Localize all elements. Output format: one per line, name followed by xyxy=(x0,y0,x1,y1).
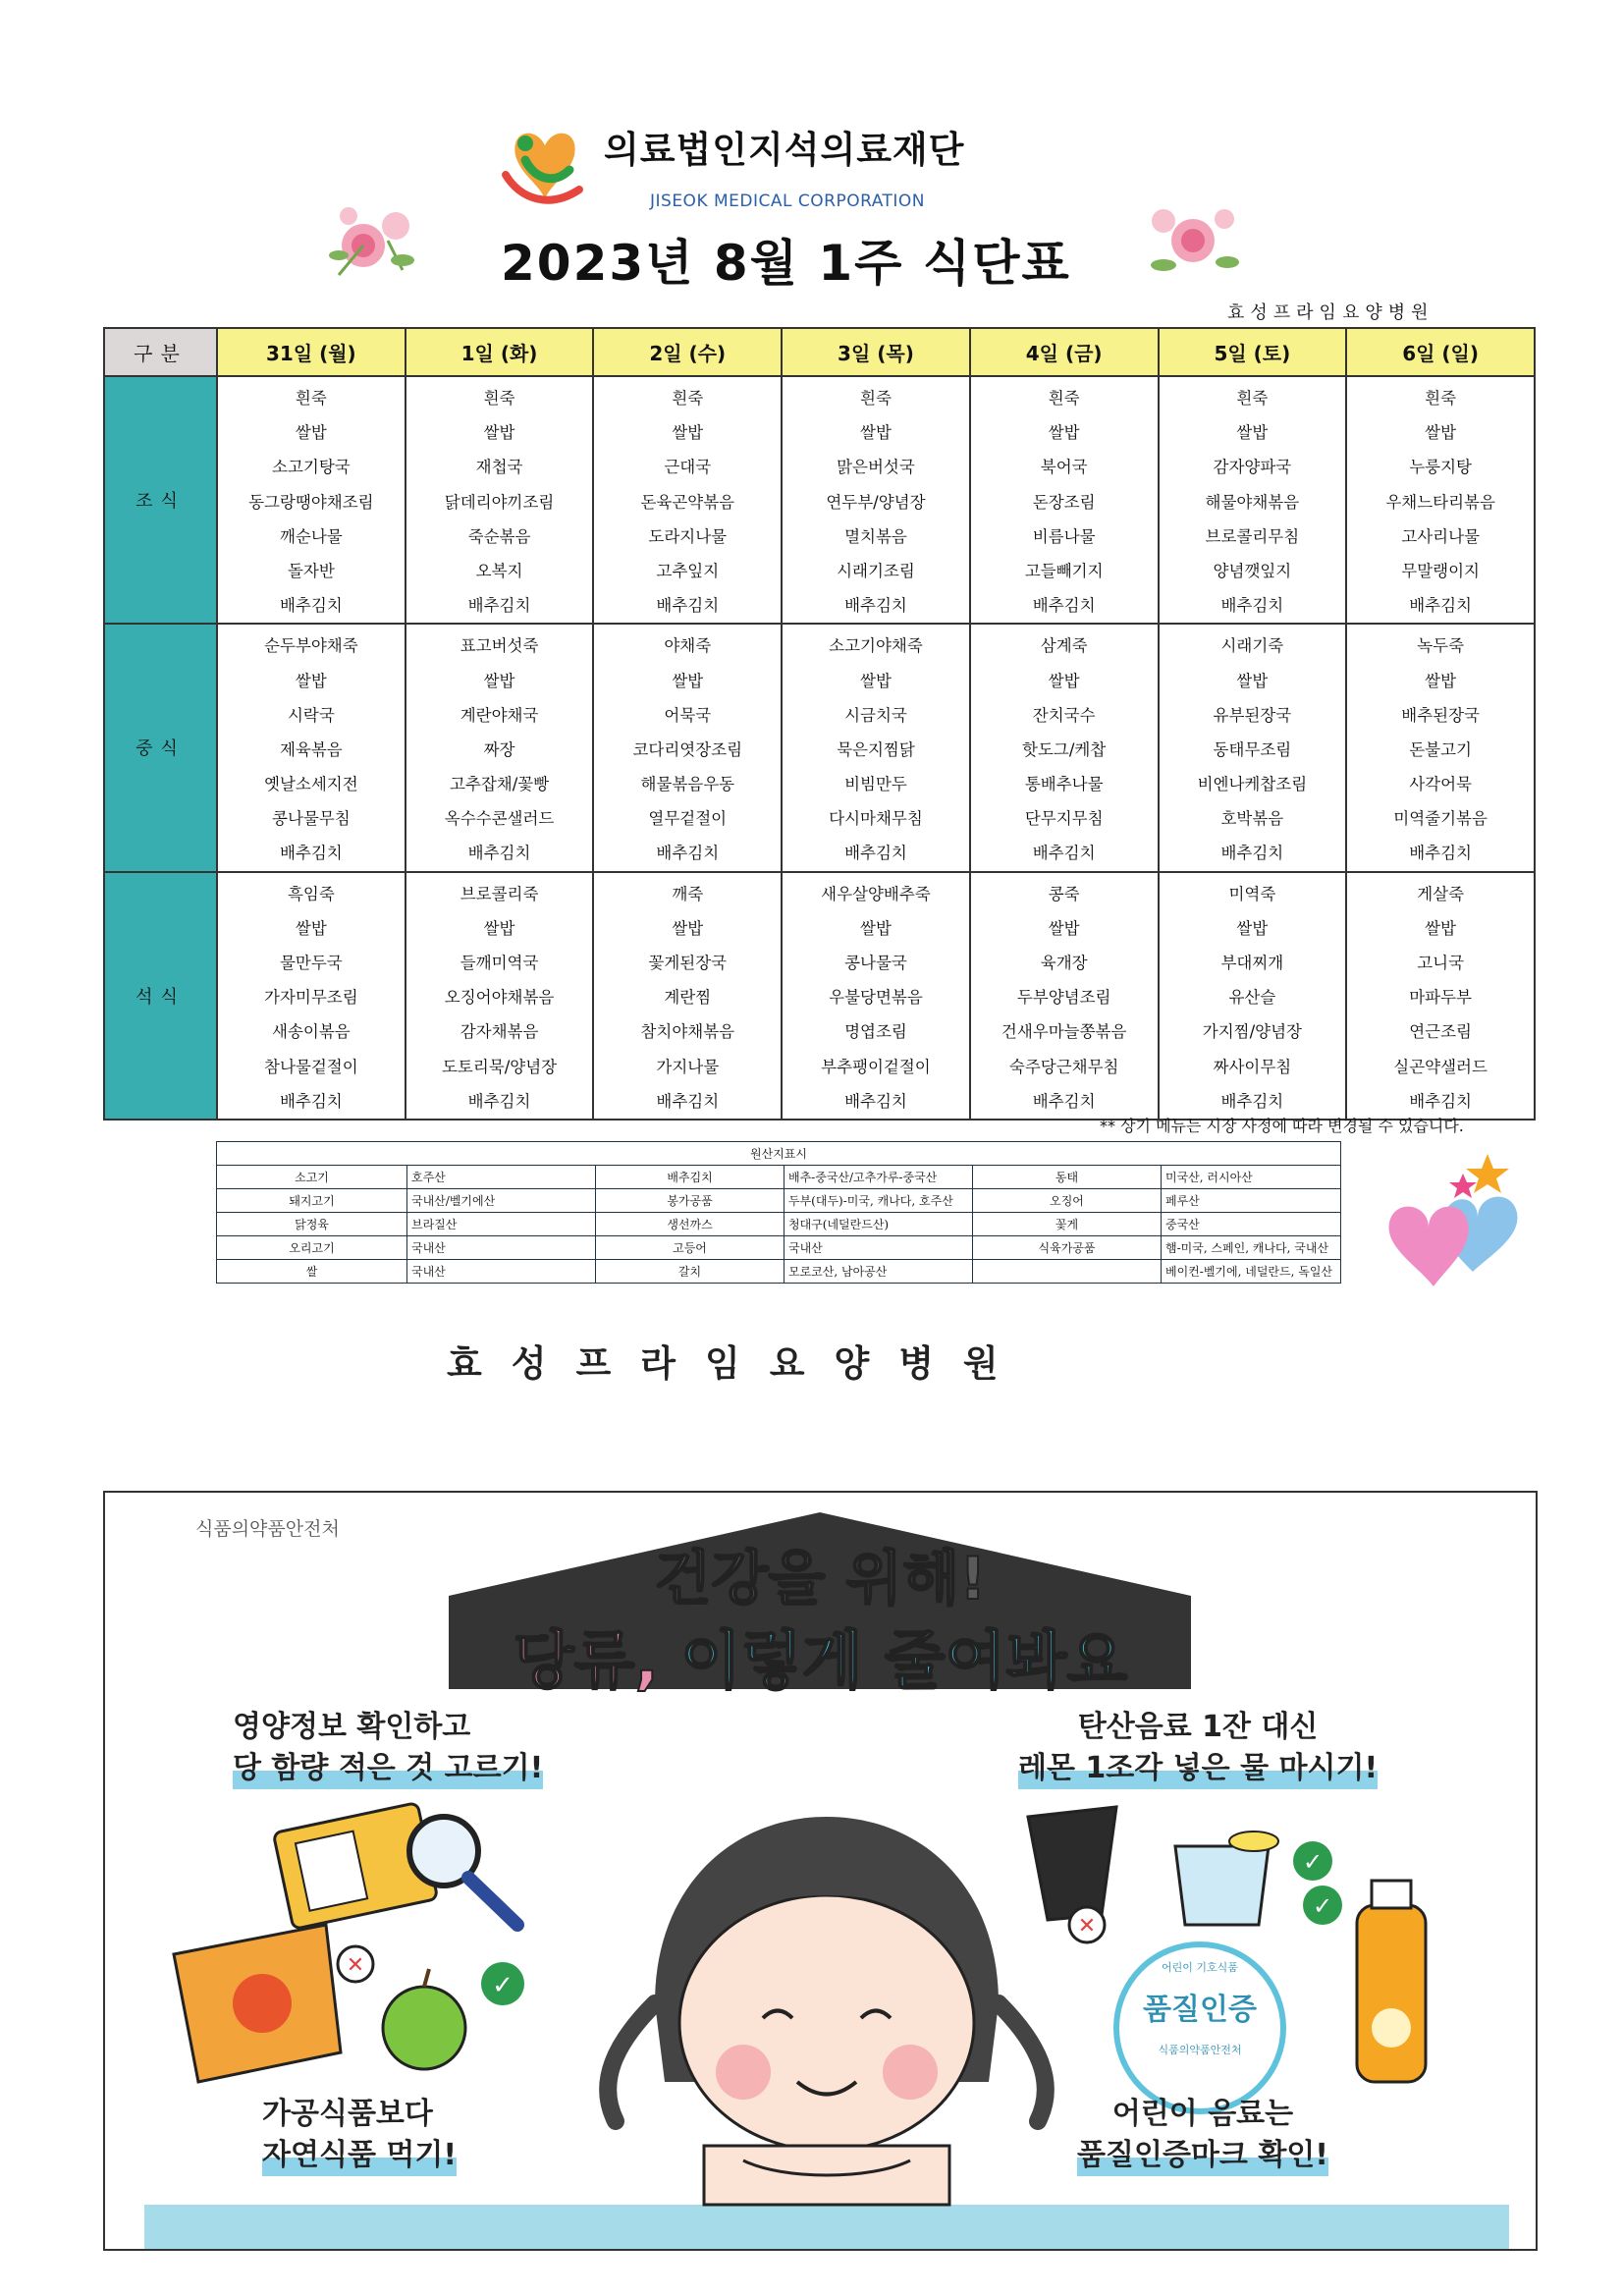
menu-item: 열무겉절이 xyxy=(648,809,728,829)
day-header: 5일 (토) xyxy=(1159,328,1347,376)
menu-item: 배추김치 xyxy=(1220,596,1284,616)
origin-country: 국내산/벨기에산 xyxy=(407,1189,596,1213)
menu-item: 근대국 xyxy=(664,458,712,477)
menu-item: 삼계죽 xyxy=(1040,636,1088,656)
day-header: 4일 (금) xyxy=(970,328,1159,376)
menu-item: 미역줄기볶음 xyxy=(1393,809,1488,829)
tip-quality-mark: 어린이 음료는 품질인증마크 확인! xyxy=(1077,2094,1328,2176)
origin-item: 갈치 xyxy=(596,1260,784,1284)
origin-item xyxy=(973,1260,1162,1284)
menu-cell xyxy=(970,624,1159,871)
menu-item: 가지찜/양념장 xyxy=(1202,1022,1302,1042)
origin-country: 청대구(네덜란드산) xyxy=(784,1213,973,1236)
menu-item: 쌀밥 xyxy=(1425,671,1457,690)
menu-item: 흑임죽 xyxy=(287,884,335,903)
menu-item: 시래기죽 xyxy=(1220,636,1284,656)
menu-item: 재첩국 xyxy=(475,458,523,477)
menu-change-notice: ** 상기 메뉴는 시장 사정에 따라 변경될 수 있습니다. xyxy=(1100,1117,1464,1135)
menu-item: 고들빼기지 xyxy=(1024,561,1104,580)
menu-item: 고사리나물 xyxy=(1401,526,1480,546)
day-header: 2일 (수) xyxy=(593,328,782,376)
poster-subheadline xyxy=(105,1611,1536,1701)
menu-item: 짜사이무침 xyxy=(1213,1057,1292,1076)
sugar-reduction-poster xyxy=(103,1491,1538,2251)
origin-country: 모로코산, 남아공산 xyxy=(784,1260,973,1284)
quality-badge: 어린이 기호식품 품질인증 식품의약품안전처 xyxy=(1143,1961,1257,2056)
menu-item: 배추김치 xyxy=(1220,844,1284,863)
menu-item: 물만두국 xyxy=(279,954,343,972)
menu-item: 호박볶음 xyxy=(1220,809,1284,829)
menu-item: 짜장 xyxy=(483,739,515,759)
menu-item: 닭데리야끼조림 xyxy=(444,492,555,512)
menu-cell xyxy=(1159,872,1347,1120)
menu-item: 깨순나물 xyxy=(279,526,343,546)
menu-item: 명엽조림 xyxy=(844,1022,907,1042)
menu-item: 멸치볶음 xyxy=(844,526,907,546)
menu-item: 북어국 xyxy=(1040,458,1088,477)
flower-decoration-icon xyxy=(1134,182,1252,300)
hearts-decoration-icon xyxy=(1365,1149,1532,1306)
menu-item: 묵은지찜닭 xyxy=(837,739,915,759)
origin-row xyxy=(217,1213,1341,1236)
menu-item: 배추김치 xyxy=(467,596,531,616)
menu-item: 깨죽 xyxy=(672,884,704,903)
svg-text:✕: ✕ xyxy=(1077,1914,1097,1939)
menu-item: 무말랭이지 xyxy=(1401,561,1480,580)
menu-cell xyxy=(1346,376,1535,624)
menu-item: 감자채볶음 xyxy=(460,1022,539,1042)
origin-item: 쌀 xyxy=(217,1260,407,1284)
menu-item: 오복지 xyxy=(475,561,523,580)
origin-item: 소고기 xyxy=(217,1166,407,1189)
menu-item: 잔치국수 xyxy=(1032,705,1096,725)
menu-item: 쌀밥 xyxy=(1236,423,1269,443)
headline-part-sugar: 당류, xyxy=(513,1625,681,1698)
menu-item: 쌀밥 xyxy=(860,918,892,938)
origin-table xyxy=(216,1141,1341,1284)
origin-item: 배추김치 xyxy=(596,1166,784,1189)
menu-item: 돈불고기 xyxy=(1409,739,1472,759)
menu-item: 배추김치 xyxy=(656,596,720,616)
origin-country: 햄-미국, 스페인, 캐나다, 국내산 xyxy=(1162,1236,1341,1260)
origin-item: 고등어 xyxy=(596,1236,784,1260)
origin-item: 꽃게 xyxy=(973,1213,1162,1236)
menu-item: 흰죽 xyxy=(1236,389,1269,408)
hospital-name-small: 효성프라임요양병원 xyxy=(1227,302,1434,323)
menu-item: 콩죽 xyxy=(1048,884,1080,903)
origin-country: 국내산 xyxy=(407,1236,596,1260)
menu-item: 옥수수콘샐러드 xyxy=(444,809,555,829)
menu-item: 배추김치 xyxy=(1409,596,1472,616)
menu-item: 돈육곤약볶음 xyxy=(640,492,735,512)
origin-country: 베이컨-벨기에, 네덜란드, 독일산 xyxy=(1162,1260,1341,1284)
menu-item: 연근조림 xyxy=(1409,1022,1472,1042)
menu-item: 배추김치 xyxy=(1220,1091,1284,1111)
menu-item: 쌀밥 xyxy=(860,423,892,443)
flower-decoration-icon xyxy=(319,182,437,300)
menu-item: 쌀밥 xyxy=(295,671,327,690)
menu-item: 쌀밥 xyxy=(672,918,704,938)
menu-item: 배추김치 xyxy=(467,844,531,863)
menu-item: 참치야채볶음 xyxy=(640,1022,735,1042)
tip-nutrition-label: 영양정보 확인하고 당 함량 적은 것 고르기! xyxy=(233,1707,543,1789)
menu-item: 가자미무조림 xyxy=(264,988,358,1008)
menu-item: 시락국 xyxy=(287,705,335,725)
menu-item: 어묵국 xyxy=(664,705,712,725)
menu-item: 배추김치 xyxy=(467,1091,531,1111)
day-header: 31일 (월) xyxy=(217,328,406,376)
menu-item: 쌀밥 xyxy=(672,671,704,690)
menu-item: 콩나물국 xyxy=(844,954,907,972)
menu-item: 도라지나물 xyxy=(648,526,728,546)
origin-country: 중국산 xyxy=(1162,1213,1341,1236)
menu-item: 죽순볶음 xyxy=(467,526,531,546)
menu-cell xyxy=(1159,624,1347,871)
menu-item: 흰죽 xyxy=(295,389,327,408)
origin-row xyxy=(217,1260,1341,1284)
menu-cell xyxy=(782,376,970,624)
gubun-header: 구분 xyxy=(104,328,217,376)
menu-item: 건새우마늘쫑볶음 xyxy=(1001,1022,1127,1042)
menu-item: 시래기조림 xyxy=(837,561,915,580)
menu-item: 쌀밥 xyxy=(295,423,327,443)
jiseok-logo xyxy=(496,116,594,214)
menu-item: 쌀밥 xyxy=(295,918,327,938)
menu-item: 다시마채무침 xyxy=(829,809,923,829)
menu-item: 흰죽 xyxy=(860,389,892,408)
menu-item: 새송이볶음 xyxy=(272,1022,351,1042)
menu-item: 누룽지탕 xyxy=(1409,458,1472,477)
menu-item: 배추김치 xyxy=(844,1091,907,1111)
menu-item: 쌀밥 xyxy=(483,918,515,938)
menu-item: 순두부야채죽 xyxy=(264,636,358,656)
menu-item: 흰죽 xyxy=(1425,389,1457,408)
origin-country: 국내산 xyxy=(784,1236,973,1260)
menu-cell xyxy=(217,376,406,624)
menu-cell xyxy=(593,624,782,871)
menu-item: 배추김치 xyxy=(1409,844,1472,863)
origin-item: 오리고기 xyxy=(217,1236,407,1260)
meal-label: 조식 xyxy=(104,376,217,624)
menu-item: 쌀밥 xyxy=(1048,918,1080,938)
origin-country: 국내산 xyxy=(407,1260,596,1284)
menu-item: 가지나물 xyxy=(656,1057,720,1076)
menu-item: 비름나물 xyxy=(1032,526,1096,546)
origin-country: 배추-중국산/고추가루-중국산 xyxy=(784,1166,973,1189)
menu-item: 배추김치 xyxy=(844,596,907,616)
origin-country: 호주산 xyxy=(407,1166,596,1189)
menu-item: 쌀밥 xyxy=(1236,918,1269,938)
menu-item: 쌀밥 xyxy=(1048,671,1080,690)
menu-item: 단무지무침 xyxy=(1024,809,1104,829)
menu-item: 부추팽이겉절이 xyxy=(821,1057,931,1076)
menu-item: 동그랑땡야채조림 xyxy=(248,492,374,512)
tip-natural-food: 가공식품보다 자연식품 먹기! xyxy=(262,2094,457,2176)
menu-item: 콩나물무침 xyxy=(272,809,351,829)
origin-row xyxy=(217,1166,1341,1189)
menu-item: 실곤약샐러드 xyxy=(1393,1057,1488,1076)
menu-item: 우채느타리볶음 xyxy=(1385,492,1495,512)
menu-item: 육개장 xyxy=(1040,954,1088,972)
svg-text:✓: ✓ xyxy=(1302,1848,1324,1876)
menu-item: 감자양파국 xyxy=(1213,458,1292,477)
menu-item: 오징어야채볶음 xyxy=(444,988,555,1008)
menu-item: 숙주당근채무침 xyxy=(1008,1057,1119,1076)
menu-item: 연두부/양념장 xyxy=(826,492,926,512)
menu-item: 쌀밥 xyxy=(1236,671,1269,690)
menu-item: 브로콜리무침 xyxy=(1205,526,1300,546)
menu-header-row xyxy=(104,328,1535,376)
agency-name: 식품의약품안전처 xyxy=(195,1518,340,1540)
origin-country: 두부(대두)-미국, 캐나다, 호주산 xyxy=(784,1189,973,1213)
menu-item: 돌자반 xyxy=(287,561,335,580)
menu-item: 들깨미역국 xyxy=(460,954,539,972)
menu-item: 유부된장국 xyxy=(1213,705,1292,725)
meal-row xyxy=(104,624,1535,871)
org-name-korean: 의료법인지석의료재단 xyxy=(604,129,965,171)
menu-item: 배추김치 xyxy=(1032,844,1096,863)
menu-item: 마파두부 xyxy=(1409,988,1472,1008)
origin-row xyxy=(217,1189,1341,1213)
menu-item: 배추김치 xyxy=(844,844,907,863)
origin-country: 미국산, 러시아산 xyxy=(1162,1166,1341,1189)
origin-item: 식육가공품 xyxy=(973,1236,1162,1260)
headline-part-reduce: 이렇게 줄여봐요 xyxy=(680,1625,1128,1698)
menu-item: 새우살양배추죽 xyxy=(821,884,931,903)
weekly-menu-table xyxy=(103,327,1536,1121)
menu-cell xyxy=(970,376,1159,624)
menu-item: 고추잡채/꽃빵 xyxy=(449,775,550,794)
menu-item: 고니국 xyxy=(1417,954,1465,972)
menu-item: 옛날소세지전 xyxy=(264,775,358,794)
svg-text:✓: ✓ xyxy=(492,1971,514,2000)
menu-item: 고추잎지 xyxy=(656,561,720,580)
menu-cell xyxy=(406,376,594,624)
menu-item: 표고버섯죽 xyxy=(460,636,539,656)
origin-item: 닭정육 xyxy=(217,1213,407,1236)
menu-item: 브로콜리죽 xyxy=(460,884,539,903)
menu-cell xyxy=(406,872,594,1120)
menu-cell xyxy=(217,624,406,871)
menu-item: 쌀밥 xyxy=(672,423,704,443)
menu-item: 야채죽 xyxy=(664,636,712,656)
day-header: 6일 (일) xyxy=(1346,328,1535,376)
menu-item: 비엔나케찹조림 xyxy=(1197,775,1308,794)
menu-cell xyxy=(593,872,782,1120)
menu-item: 쌀밥 xyxy=(860,671,892,690)
origin-item: 오징어 xyxy=(973,1189,1162,1213)
menu-cell xyxy=(1159,376,1347,624)
day-header: 3일 (목) xyxy=(782,328,970,376)
menu-item: 유산슬 xyxy=(1228,988,1276,1008)
menu-item: 동태무조림 xyxy=(1213,739,1292,759)
menu-cell xyxy=(970,872,1159,1120)
menu-item: 제육볶음 xyxy=(279,739,343,759)
menu-item: 배추김치 xyxy=(1032,1091,1096,1111)
menu-item: 계란찜 xyxy=(664,988,712,1008)
menu-item: 돈장조림 xyxy=(1032,492,1096,512)
menu-item: 도토리묵/양념장 xyxy=(441,1057,558,1076)
menu-item: 배추김치 xyxy=(1409,1091,1472,1111)
menu-item: 해물야채볶음 xyxy=(1205,492,1300,512)
origin-country: 브라질산 xyxy=(407,1213,596,1236)
menu-item: 꽃게된장국 xyxy=(648,954,728,972)
menu-item: 쌀밥 xyxy=(1425,423,1457,443)
menu-item: 양념깻잎지 xyxy=(1213,561,1292,580)
day-header: 1일 (화) xyxy=(406,328,594,376)
menu-item: 녹두죽 xyxy=(1417,636,1465,656)
menu-item: 흰죽 xyxy=(672,389,704,408)
svg-text:✕: ✕ xyxy=(346,1953,365,1978)
poster-headline: 건강을 위해! xyxy=(654,1545,987,1613)
svg-text:✓: ✓ xyxy=(1312,1892,1333,1920)
org-name-english: JISEOK MEDICAL CORPORATION xyxy=(650,191,926,211)
menu-item: 흰죽 xyxy=(483,389,515,408)
menu-item: 배추김치 xyxy=(1032,596,1096,616)
menu-item: 비빔만두 xyxy=(844,775,907,794)
menu-cell xyxy=(217,872,406,1120)
origin-item: 생선까스 xyxy=(596,1213,784,1236)
menu-item: 배추김치 xyxy=(279,1091,343,1111)
menu-item: 부대찌개 xyxy=(1220,954,1284,972)
menu-item: 배추김치 xyxy=(656,844,720,863)
menu-item: 참나물겉절이 xyxy=(264,1057,358,1076)
menu-item: 배추김치 xyxy=(279,596,343,616)
meal-label: 석식 xyxy=(104,872,217,1120)
menu-cell xyxy=(782,624,970,871)
menu-item: 계란야채국 xyxy=(460,705,539,725)
menu-item: 해물볶음우동 xyxy=(640,775,735,794)
tip-lemon-water: 탄산음료 1잔 대신 레몬 1조각 넣은 물 마시기! xyxy=(1018,1707,1378,1789)
menu-item: 게살죽 xyxy=(1417,884,1465,903)
origin-item: 봉가공품 xyxy=(596,1189,784,1213)
menu-cell xyxy=(1346,624,1535,871)
menu-item: 사각어묵 xyxy=(1409,775,1472,794)
menu-item: 배추된장국 xyxy=(1401,705,1480,725)
menu-item: 시금치국 xyxy=(844,705,907,725)
menu-item: 코다리엿장조림 xyxy=(632,739,743,759)
menu-item: 배추김치 xyxy=(279,844,343,863)
menu-item: 우불당면볶음 xyxy=(829,988,923,1008)
menu-item: 통배추나물 xyxy=(1024,775,1104,794)
origin-item: 돼지고기 xyxy=(217,1189,407,1213)
menu-item: 소고기야채죽 xyxy=(829,636,923,656)
menu-cell xyxy=(1346,872,1535,1120)
origin-country: 페루산 xyxy=(1162,1189,1341,1213)
meal-row xyxy=(104,872,1535,1120)
menu-item: 맑은버섯국 xyxy=(837,458,915,477)
menu-item: 핫도그/케찹 xyxy=(1022,739,1107,759)
menu-item: 쌀밥 xyxy=(1425,918,1457,938)
menu-item: 쌀밥 xyxy=(483,671,515,690)
menu-item: 두부양념조림 xyxy=(1016,988,1111,1008)
hospital-name-large: 효성프라임요양병원 xyxy=(447,1342,1028,1385)
meal-row xyxy=(104,376,1535,624)
origin-title: 원산지표시 xyxy=(217,1142,1341,1166)
menu-item: 소고기탕국 xyxy=(272,458,351,477)
page-title: 2023년 8월 1주 식단표 xyxy=(501,235,1071,292)
origin-row xyxy=(217,1236,1341,1260)
menu-cell xyxy=(406,624,594,871)
menu-cell xyxy=(593,376,782,624)
menu-item: 배추김치 xyxy=(656,1091,720,1111)
menu-item: 흰죽 xyxy=(1048,389,1080,408)
menu-item: 쌀밥 xyxy=(1048,423,1080,443)
origin-item: 동태 xyxy=(973,1166,1162,1189)
menu-item: 미역죽 xyxy=(1228,884,1276,903)
menu-item: 쌀밥 xyxy=(483,423,515,443)
menu-cell xyxy=(782,872,970,1120)
meal-label: 중식 xyxy=(104,624,217,871)
